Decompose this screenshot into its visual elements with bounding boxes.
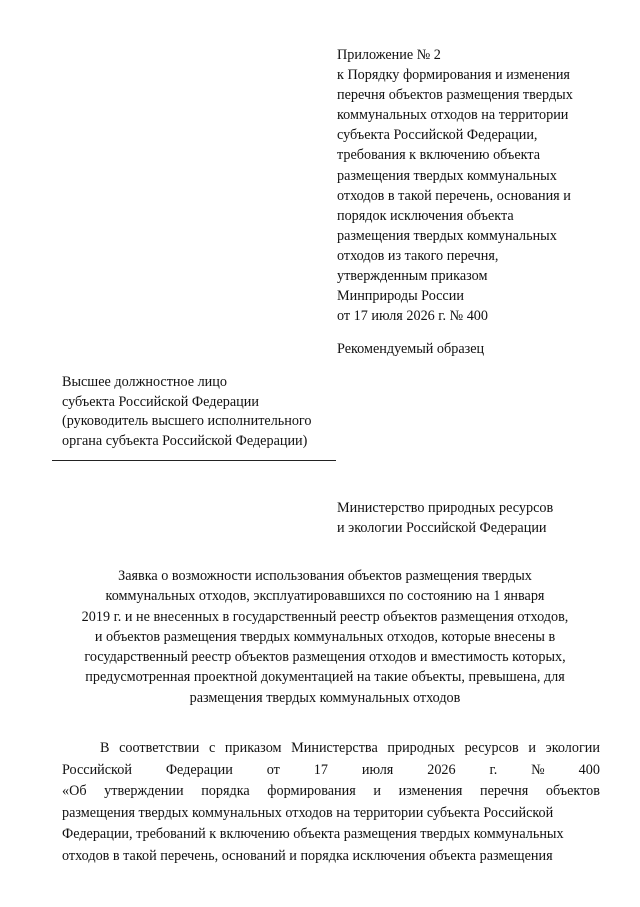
body-word: утверждении xyxy=(104,783,184,799)
ministry-line: Министерство природных ресурсов xyxy=(337,500,554,516)
body-word: с xyxy=(208,740,216,756)
body-line-3 xyxy=(62,781,600,803)
body-word: ресурсов xyxy=(464,740,519,756)
ministry-line: и экологии Российской Федерации xyxy=(337,520,547,536)
body-line-6 xyxy=(62,846,600,868)
body-word: формирования xyxy=(267,783,356,799)
body-word: природных xyxy=(387,740,455,756)
body-paragraph xyxy=(62,738,600,867)
body-word: 400 xyxy=(578,761,600,778)
body-word: приказом xyxy=(224,740,282,756)
appendix-line: Приложение № 2 xyxy=(337,47,441,63)
body-word: Российской xyxy=(62,761,132,778)
body-word: изменения xyxy=(398,783,463,799)
appendix-line: требования к включению объекта xyxy=(337,147,541,164)
body-word: «Об xyxy=(62,783,87,799)
title-line: государственный реестр объектов размещения отходов и вместимость которых, xyxy=(84,649,566,666)
appendix-header xyxy=(337,45,627,326)
signature-underline xyxy=(52,460,336,461)
title-line: коммунальных отходов, эксплуатировавшихся по состоянию на 1 января xyxy=(105,588,545,605)
body-word: и xyxy=(373,783,381,799)
title-line: Заявка о возможности использования объектов размещения твердых xyxy=(118,568,532,584)
body-word: 2026 xyxy=(427,761,456,778)
body-word: соответствии xyxy=(119,740,200,756)
body-line-1 xyxy=(62,738,600,760)
body-word: перечня xyxy=(480,783,529,799)
body-word: порядка xyxy=(201,783,250,799)
addressee-line: субъекта Российской Федерации xyxy=(62,393,259,410)
body-word: Министерства xyxy=(291,740,378,756)
addressee-line: органа субъекта Российской Федерации) xyxy=(62,432,308,449)
body-line-text: отходов в такой перечень, оснований и порядка исключения объекта размещения xyxy=(62,847,553,864)
title-line: размещения твердых коммунальных отходов xyxy=(189,689,461,706)
body-word: от xyxy=(266,761,280,778)
title-line: 2019 г. и не внесенных в государственный реестр объектов размещения отходов, xyxy=(81,608,569,625)
body-line-5 xyxy=(62,824,600,846)
appendix-line: отходов из такого перечня, xyxy=(337,247,499,264)
body-word: 17 xyxy=(313,761,328,778)
addressee-block xyxy=(62,373,362,451)
addressee-line: Высшее должностное лицо xyxy=(62,374,227,390)
body-line-text: Федерации, требований к включению объекта размещения твердых коммунальных xyxy=(62,826,564,842)
body-word: экологии xyxy=(545,740,600,756)
body-word: июля xyxy=(361,761,394,778)
title-line: и объектов размещения твердых коммунальных отходов, которые внесены в xyxy=(94,628,556,645)
appendix-line: коммунальных отходов на территории xyxy=(337,107,569,124)
body-word: объектов xyxy=(545,783,600,799)
addressee-line: (руководитель высшего исполнительного xyxy=(62,413,312,429)
body-word: и xyxy=(528,740,536,756)
appendix-line: утвержденным приказом xyxy=(337,268,488,285)
appendix-line: размещения твердых коммунальных xyxy=(337,167,557,184)
appendix-line: к Порядку формирования и изменения xyxy=(337,67,570,84)
appendix-line: размещения твердых коммунальных xyxy=(337,227,557,244)
body-word: № xyxy=(531,761,545,778)
body-word: Федерации xyxy=(165,761,233,778)
appendix-line: от 17 июля 2026 г. № 400 xyxy=(337,308,488,325)
appendix-line: перечня объектов размещения твердых xyxy=(337,87,573,104)
recommended-sample-label: Рекомендуемый образец xyxy=(337,341,485,357)
title-line: предусмотренная проектной документацией на такие объекты, превышена, для xyxy=(85,669,565,686)
body-word: В xyxy=(100,740,110,756)
appendix-line: отходов в такой перечень, основания и xyxy=(337,187,571,204)
recipient-ministry xyxy=(337,498,553,538)
appendix-line: Минприроды России xyxy=(337,288,464,305)
appendix-line: порядок исключения объекта xyxy=(337,207,514,224)
body-line-2 xyxy=(62,760,600,782)
body-line-text: размещения твердых коммунальных отходов на территории субъекта Российской xyxy=(62,804,554,821)
body-word: г. xyxy=(489,761,498,778)
body-line-4 xyxy=(62,803,600,825)
application-title xyxy=(50,566,600,708)
appendix-line: субъекта Российской Федерации, xyxy=(337,127,538,144)
